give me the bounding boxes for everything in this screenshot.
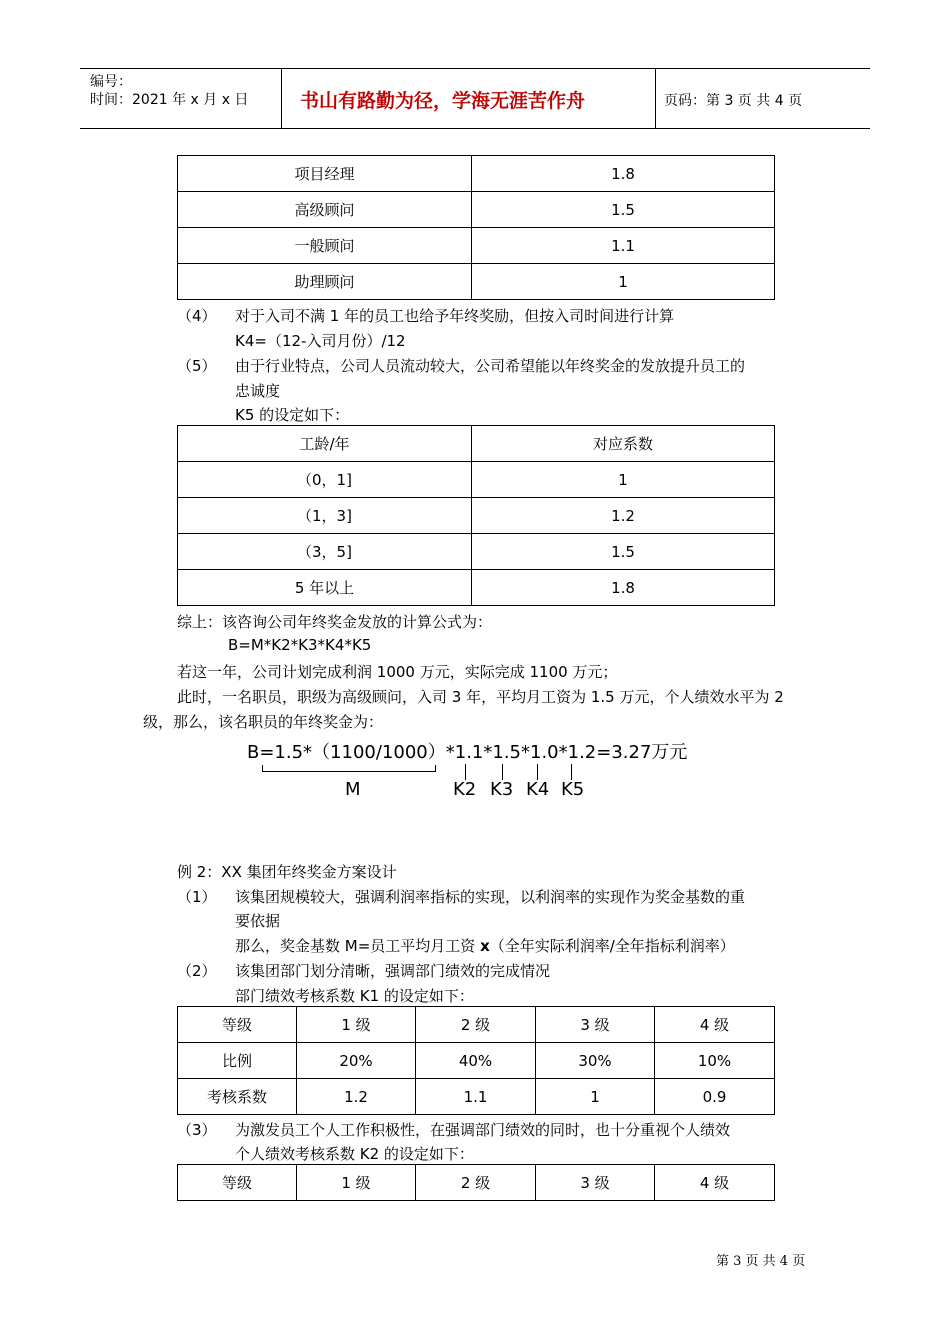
table-cell: 1 [472, 264, 775, 300]
table-cell: 4 级 [655, 1007, 775, 1043]
table-cell: 1.1 [416, 1079, 536, 1115]
table-row [178, 228, 775, 264]
item4-formula: K4=（12-入司月份）/12 [235, 332, 406, 350]
table-cell: 20% [297, 1043, 416, 1079]
table-cell: 40% [416, 1043, 536, 1079]
table-row [178, 498, 775, 534]
table-row [178, 156, 775, 192]
serial-label: 编号： [90, 74, 132, 90]
table-header-cell: 工龄/年 [178, 426, 472, 462]
label-k3: K3 [490, 779, 514, 800]
table-row [178, 1079, 775, 1115]
table-cell: （3，5] [178, 534, 472, 570]
motto: 书山有路勤为径，学海无涯苦作舟 [300, 90, 586, 112]
table-row [178, 1165, 775, 1201]
table-cell: 助理顾问 [178, 264, 472, 300]
summary-line2: 若这一年，公司计划完成利润 1000 万元，实际完成 1100 万元； [177, 663, 618, 681]
summary-formula: B=M*K2*K3*K4*K5 [228, 636, 372, 654]
table-cell: 1.5 [472, 534, 775, 570]
table-cell: 10% [655, 1043, 775, 1079]
table-cell: 项目经理 [178, 156, 472, 192]
m-brace [262, 765, 436, 772]
table-cell: 高级顾问 [178, 192, 472, 228]
label-m: M [345, 779, 361, 800]
table-cell: 3 级 [536, 1007, 655, 1043]
table-cell: 30% [536, 1043, 655, 1079]
table-cell: 一般顾问 [178, 228, 472, 264]
table-cell: 等级 [178, 1165, 297, 1201]
table-cell: 1.8 [472, 156, 775, 192]
ex2-item2-sub: 部门绩效考核系数 K1 的设定如下： [235, 987, 474, 1005]
k1-table [177, 1006, 775, 1115]
item5-number: （5） [177, 357, 217, 375]
table-cell: 3 级 [536, 1165, 655, 1201]
table-cell: 1.2 [297, 1079, 416, 1115]
table-row [178, 462, 775, 498]
table-row [178, 534, 775, 570]
time-label: 时间：2021 年 x 月 x 日 [90, 92, 249, 108]
ex2-item1-line3-pre: 那么，奖金基数 M=员工平均月工资 [235, 937, 481, 955]
ex2-item2-text: 该集团部门划分清晰，强调部门绩效的完成情况 [235, 962, 551, 980]
ex2-item1-number: （1） [177, 888, 217, 906]
ex2-item3-number: （3） [177, 1121, 217, 1139]
table-cell: 5 年以上 [178, 570, 472, 606]
header-divider-right [655, 68, 656, 128]
table-cell: 1 [536, 1079, 655, 1115]
ex2-item3-text: 为激发员工个人工作积极性，在强调部门绩效的同时，也十分重视个人绩效 [235, 1121, 731, 1139]
header-divider-left [281, 68, 282, 128]
table-cell: 2 级 [416, 1007, 536, 1043]
table-row [178, 1043, 775, 1079]
table-cell: 4 级 [655, 1165, 775, 1201]
k2-table [177, 1164, 775, 1201]
table-cell: 0.9 [655, 1079, 775, 1115]
table-cell: 1.1 [472, 228, 775, 264]
table-row [178, 1007, 775, 1043]
rank-coefficient-table [177, 155, 775, 300]
table-cell: 1.8 [472, 570, 775, 606]
table-row [178, 570, 775, 606]
ex2-item3-sub: 个人绩效考核系数 K2 的设定如下： [235, 1145, 474, 1163]
k5-intro: K5 的设定如下： [235, 406, 350, 424]
table-cell: 比例 [178, 1043, 297, 1079]
label-k2: K2 [453, 779, 477, 800]
ex2-item1-line1: 该集团规模较大，强调利润率指标的实现，以利润率的实现作为奖金基数的重 [235, 888, 746, 906]
summary-line4: 级，那么，该名职员的年终奖金为： [143, 713, 384, 731]
table-cell: 2 级 [416, 1165, 536, 1201]
k2-tick [465, 764, 466, 780]
table-cell: 考核系数 [178, 1079, 297, 1115]
table-cell: 1.5 [472, 192, 775, 228]
k5-tick [571, 764, 572, 780]
summary-line1: 综上：该咨询公司年终奖金发放的计算公式为： [177, 613, 493, 631]
k3-tick [502, 764, 503, 780]
item5-text-line1: 由于行业特点，公司人员流动较大，公司希望能以年终奖金的发放提升员工的 [235, 357, 746, 375]
k5-table [177, 425, 775, 606]
ex2-item1-line3-x: x [480, 937, 490, 955]
ex2-item2-number: （2） [177, 962, 217, 980]
table-cell: 1 级 [297, 1007, 416, 1043]
page-footer: 第 3 页 共 4 页 [716, 1254, 806, 1269]
page-label: 页码：第 3 页 共 4 页 [664, 93, 803, 109]
table-cell: 等级 [178, 1007, 297, 1043]
label-k4: K4 [526, 779, 550, 800]
calc-expression: B=1.5*（1100/1000）*1.1*1.5*1.0*1.2=3.27万元 [247, 742, 688, 763]
summary-line3: 此时，一名职员，职级为高级顾问，入司 3 年，平均月工资为 1.5 万元，个人绩效水平为 2 [177, 688, 784, 706]
table-cell: （1，3] [178, 498, 472, 534]
item4-text: 对于入司不满 1 年的员工也给予年终奖励，但按入司时间进行计算 [235, 307, 675, 325]
example2-title: 例 2：XX 集团年终奖金方案设计 [177, 863, 397, 881]
header-bottom-rule [80, 128, 870, 129]
k4-tick [537, 764, 538, 780]
table-cell: 1.2 [472, 498, 775, 534]
table-cell: （0，1] [178, 462, 472, 498]
table-cell: 1 [472, 462, 775, 498]
table-row [178, 192, 775, 228]
item5-text-line2: 忠诚度 [235, 382, 281, 400]
header-top-rule [80, 68, 870, 69]
ex2-item1-line3 [235, 935, 735, 956]
ex2-item1-line2: 要依据 [235, 912, 281, 930]
table-row [178, 264, 775, 300]
table-cell: 1 级 [297, 1165, 416, 1201]
table-header-cell: 对应系数 [472, 426, 775, 462]
ex2-item1-line3-post: （全年实际利润率/全年指标利润率） [489, 937, 735, 955]
item4-number: （4） [177, 307, 217, 325]
table-header-row [178, 426, 775, 462]
label-k5: K5 [561, 779, 585, 800]
